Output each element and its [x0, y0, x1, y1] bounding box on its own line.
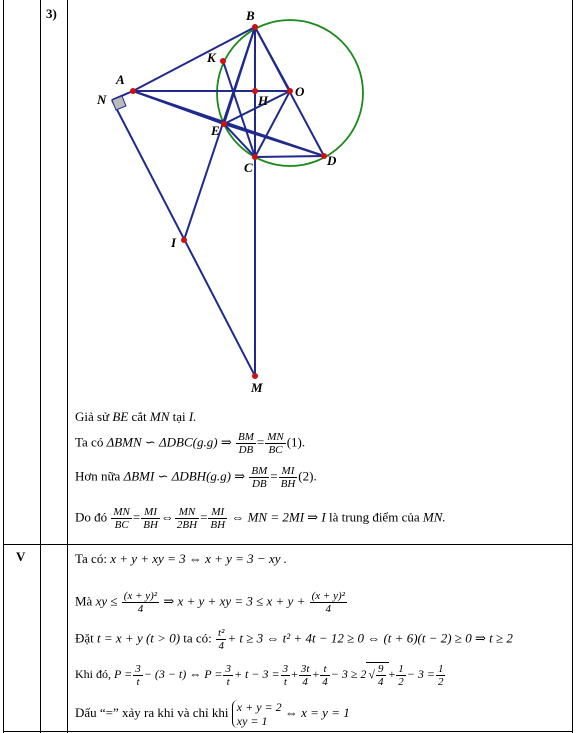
table-border-right: [572, 0, 573, 733]
fraction: $\frac{BM}{DB}$: [237, 431, 254, 456]
text: +: [312, 666, 320, 681]
text: ta có:: [183, 630, 212, 646]
math: − 3 ≥ 2: [330, 666, 367, 681]
text: Hơn nữa: [75, 468, 121, 484]
math: ⇔ x = y = 1: [284, 704, 350, 720]
row3-line-4: Do đó $\frac{MN}{BC}$ = $\frac{MI}{BH}$ ⇔ $\frac{MN}{2BH}$ = $\frac{MI}{BH}$ ⇔ MN = 2MI ⇒ I là trung điểm của MN.: [75, 506, 446, 531]
fraction: $\frac{1}{2}$: [437, 662, 444, 688]
row3-line-1: [75, 409, 197, 425]
text: I.: [188, 409, 197, 424]
text: +: [388, 666, 396, 681]
question-label-v: V: [16, 549, 26, 564]
table-border-bottom: [3, 731, 573, 732]
point-label-a: A: [116, 72, 125, 87]
text: Ta có: [75, 434, 104, 450]
fraction: $\frac{MN}{BC}$: [113, 506, 130, 531]
point-label-e: E: [211, 123, 220, 138]
text: (1).: [286, 434, 306, 450]
text: Giả sử: [75, 409, 110, 424]
text: MN: [149, 409, 170, 424]
fraction: $\frac{3}{t}$: [282, 662, 289, 688]
table-col-divider-1: [40, 0, 41, 733]
fraction: $\frac{MI}{BH}$: [143, 506, 158, 531]
point-label-h: H: [258, 93, 269, 108]
fraction: $\frac{MN}{2BH}$: [176, 506, 198, 531]
math: x + y + xy = 3 ⇔ x + y = 3 − xy .: [110, 551, 287, 566]
rowV-line-4: [75, 662, 446, 688]
point-label-k: K: [207, 50, 216, 65]
fraction: $\frac{MN}{BC}$: [267, 431, 284, 456]
fraction: $\frac{MI}{BH}$: [210, 506, 226, 531]
text: (2).: [298, 468, 317, 484]
text: cắt: [131, 409, 147, 424]
figure-labels: [96, 8, 337, 395]
math: − (3 − t) ⇔ P =: [143, 666, 223, 681]
row3-line-3: Hơn nữa ΔBMI ∽ ΔDBH(g.g) ⇒ $\frac{BM}{DB}$ = $\frac{MI}{BH}$ (2).: [75, 465, 317, 490]
equation-system: x + y = 2 xy = 1: [232, 700, 282, 728]
point-label-b: B: [246, 8, 255, 23]
math: + t − 3 =: [233, 666, 280, 681]
point-label-o: O: [295, 84, 305, 99]
part-label-3: 3): [46, 6, 57, 21]
fraction: $\frac{\text{t²}}{4}$: [218, 627, 225, 652]
text: Dấu “=” xảy ra khi và chỉ khi: [75, 704, 229, 720]
fraction: $\frac{9}{4}$: [378, 663, 384, 688]
math: t = x + y (t > 0): [97, 630, 181, 646]
text: Đặt: [75, 630, 94, 646]
text: Mà: [75, 593, 93, 609]
fraction: $\frac{BM}{DB}$: [251, 465, 268, 490]
text: là trung điểm của: [329, 509, 420, 525]
point-label-c: C: [244, 160, 253, 175]
math: ⇒ x + y + xy = 3 ≤ x + y +: [163, 593, 306, 609]
fraction: $\frac{\text{(x + y)²}}{4}$: [123, 590, 158, 615]
square-root: √ $\frac{9}{4}$: [366, 662, 388, 688]
rowV-line-1: [75, 551, 287, 567]
text: tại: [172, 409, 186, 424]
text: +: [291, 666, 298, 681]
math: + t ≥ 3 ⇔ t² + 4t − 12 ≥ 0 ⇔ (t + 6)(t − 2) ≥ 0 ⇒ t ≥ 2: [227, 630, 513, 646]
rowV-line-2: [75, 590, 348, 615]
fraction: $\frac{MI}{BH}$: [280, 465, 296, 490]
point-label-n: N: [97, 92, 107, 107]
geometry-figure: [68, 0, 368, 400]
math: ⇔ MN = 2MI ⇒ I: [231, 509, 326, 525]
fraction: $\frac{t}{4}$: [322, 662, 328, 688]
rowV-line-3: [75, 627, 513, 652]
text: BE: [112, 409, 129, 424]
row3-line-2: Ta có ΔBMN ∽ ΔDBC(g.g) ⇒ $\frac{BM}{DB}$ = $\frac{MN}{BC}$ (1).: [75, 431, 306, 456]
table-border-left: [3, 0, 4, 733]
table-row-divider: [3, 544, 573, 545]
math: ΔBMN ∽ ΔDBC(g.g) ⇒: [106, 434, 232, 450]
fraction: $\frac{1}{2}$: [398, 662, 404, 688]
point-label-m: M: [251, 380, 263, 395]
text: Ta có:: [75, 551, 107, 566]
math: MN.: [422, 509, 446, 525]
fraction: $\frac{3}{t}$: [135, 662, 141, 688]
math: P =: [114, 666, 133, 681]
math: xy ≤: [95, 593, 118, 609]
fraction: $\frac{3}{t}$: [225, 662, 231, 688]
text: Do đó: [75, 509, 108, 525]
math: ΔBMI ∽ ΔDBH(g.g) ⇒: [123, 468, 246, 484]
rowV-line-5: [75, 700, 350, 728]
math: − 3 =: [406, 666, 435, 681]
fraction: $\frac{\text{(x + y)²}}{4}$: [311, 590, 345, 615]
point-label-d: D: [327, 153, 337, 168]
text: Khi đó,: [75, 666, 111, 681]
fraction: $\frac{3t}{4}$: [300, 662, 310, 688]
point-label-i: I: [171, 235, 177, 250]
